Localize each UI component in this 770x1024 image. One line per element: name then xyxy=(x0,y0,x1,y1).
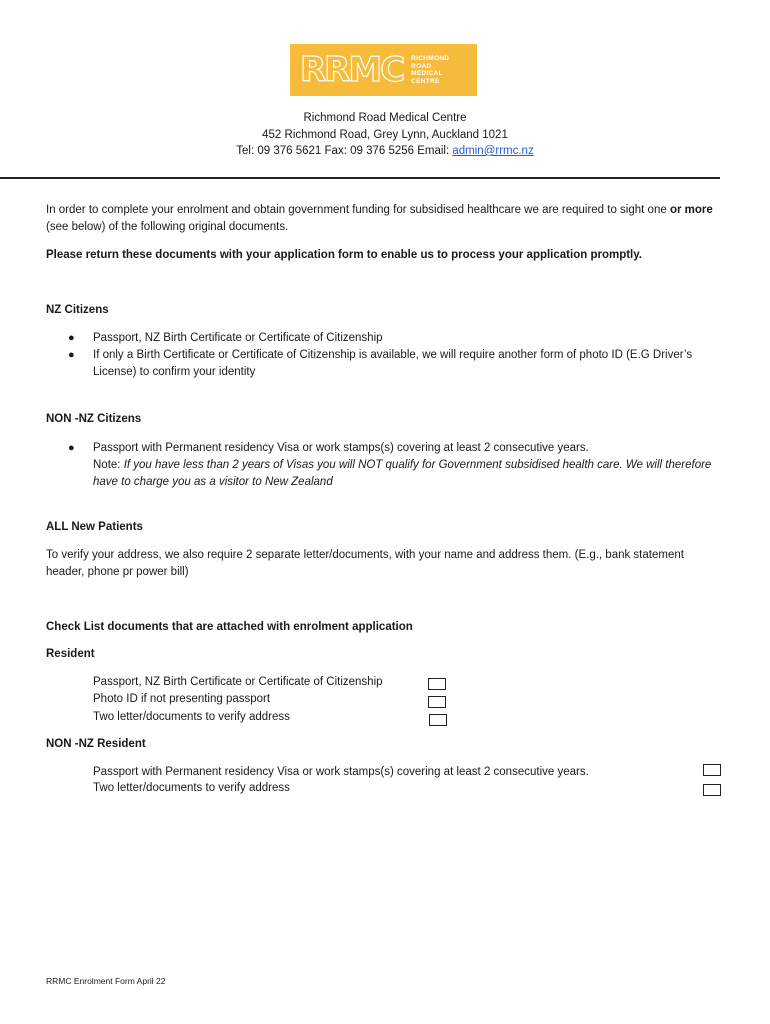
intro-text-1: In order to complete your enrolment and obtain government funding for subsidised healthcare we are required to sight one xyxy=(46,204,670,216)
checklist-item-visa: Passport with Permanent residency Visa or work stamps(s) covering at least 2 consecutive years. xyxy=(93,766,589,778)
checkbox-resident-address[interactable] xyxy=(429,714,447,726)
list-item-text: If only a Birth Certificate or Certificate of Citizenship is available, we will require another form of photo ID (E.G Driver’s License) to confirm your identity xyxy=(93,349,693,378)
checklist-item-photo-id: Photo ID if not presenting passport xyxy=(93,693,271,705)
non-nz-citizens-list xyxy=(46,440,716,491)
checklist-heading: Check List documents that are attached with enrolment application xyxy=(46,621,413,633)
clinic-address: 452 Richmond Road, Grey Lynn, Auckland 1021 xyxy=(262,128,508,141)
page-footer: RRMC Enrolment Form April 22 xyxy=(46,976,166,986)
logo-line: ROAD xyxy=(411,62,432,70)
list-item xyxy=(46,330,716,347)
checklist-item-passport: Passport, NZ Birth Certificate or Certificate of Citizenship xyxy=(93,676,383,688)
all-new-patients-heading: ALL New Patients xyxy=(46,521,143,533)
list-item-text: Passport, NZ Birth Certificate or Certificate of Citizenship xyxy=(93,332,383,344)
logo-line: RICHMOND xyxy=(411,55,450,62)
non-resident-heading: NON -NZ Resident xyxy=(46,738,146,750)
intro-bold: or more xyxy=(669,204,713,216)
note-text: If you have less than 2 years of Visas you will NOT qualify for Government subsidised health care. We will therefore have to charge you as a visitor to New Zealand xyxy=(93,459,712,488)
list-item-text: Passport with Permanent residency Visa or work stamps(s) covering at least 2 consecutive years. xyxy=(93,442,589,454)
list-item xyxy=(46,440,716,491)
resident-heading: Resident xyxy=(46,648,95,660)
checkbox-resident-passport[interactable] xyxy=(428,678,446,690)
checkbox-resident-photo-id[interactable] xyxy=(428,696,446,708)
header-divider xyxy=(0,177,720,179)
email-link[interactable]: admin@rrmc.nz xyxy=(452,145,534,157)
checkbox-non-resident-address[interactable] xyxy=(703,784,721,796)
checkbox-non-resident-visa[interactable] xyxy=(703,764,721,776)
clinic-logo xyxy=(290,44,477,96)
bullet-icon: ● xyxy=(68,349,75,361)
bullet-icon: ● xyxy=(68,332,75,344)
checklist-item-address: Two letter/documents to verify address xyxy=(93,711,290,723)
nz-citizens-list xyxy=(46,330,716,381)
intro-paragraph xyxy=(46,202,716,236)
logo-line: MEDICAL xyxy=(411,70,443,77)
all-new-patients-text: To verify your address, we also require 2 separate letter/documents, with your name and address them. (E.g., bank statement header, phone pr power bill) xyxy=(46,549,684,578)
list-item xyxy=(46,347,716,381)
clinic-name: Richmond Road Medical Centre xyxy=(303,112,467,124)
intro-text-2: (see below) of the following original documents. xyxy=(46,221,289,233)
contact-phone-fax: Tel: 09 376 5621 Fax: 09 376 5256 Email: xyxy=(236,145,453,157)
nz-citizens-heading: NZ Citizens xyxy=(46,304,109,316)
non-nz-citizens-heading: NON -NZ Citizens xyxy=(46,413,142,425)
bullet-icon: ● xyxy=(68,442,75,454)
clinic-header xyxy=(0,110,770,160)
logo-text xyxy=(411,55,449,85)
logo-mark: RRMC xyxy=(300,50,404,90)
return-note: Please return these documents with your application form to enable us to process your application promptly. xyxy=(46,249,642,261)
logo-line: CENTRE xyxy=(411,77,440,85)
checklist-item-address: Two letter/documents to verify address xyxy=(93,782,290,794)
note-label: Note: xyxy=(93,459,124,471)
clinic-contact xyxy=(0,143,770,160)
